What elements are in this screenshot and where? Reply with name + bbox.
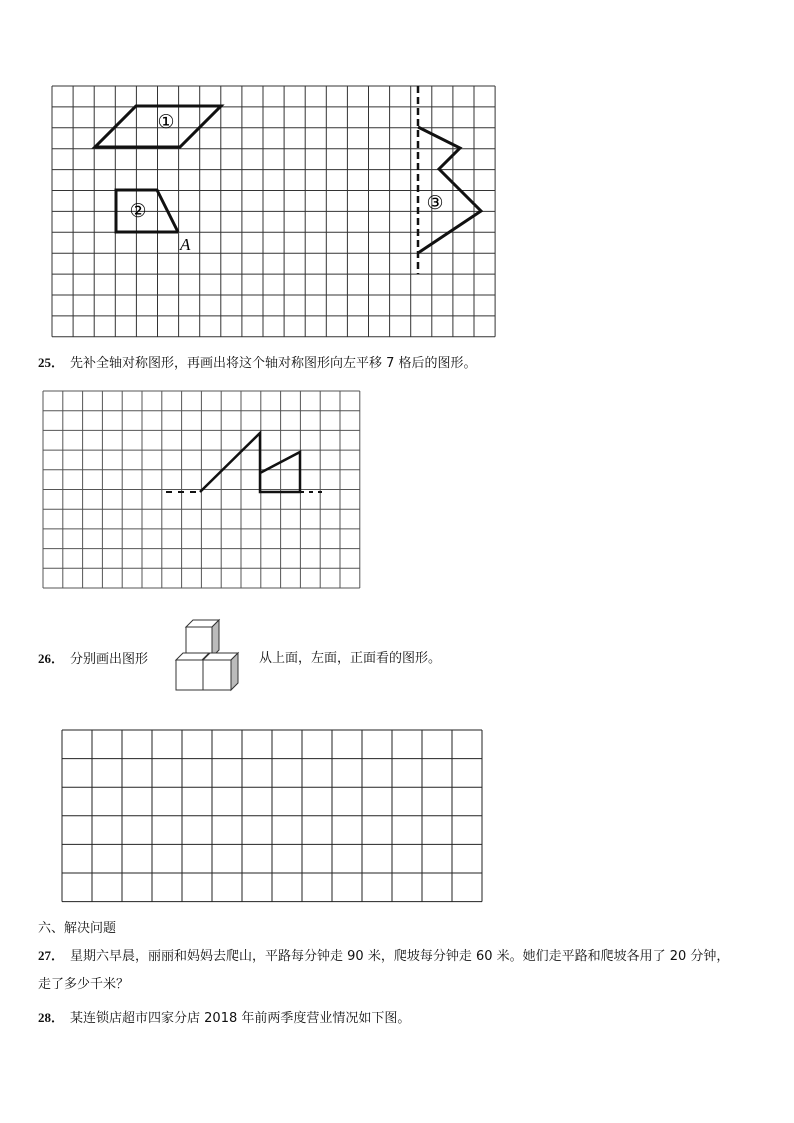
question-27-number: 27． bbox=[38, 948, 65, 963]
question-28-text: 某连锁店超市四家分店 2018 年前两季度营业情况如下图。 bbox=[70, 1011, 411, 1026]
question-25-text: 先补全轴对称图形，再画出将这个轴对称图形向左平移 7 格后的图形。 bbox=[70, 356, 477, 371]
figure3-grid-lines bbox=[62, 730, 482, 902]
question-28-number: 28． bbox=[38, 1010, 65, 1025]
question-27-line1: 星期六早晨，丽丽和妈妈去爬山，平路每分钟走 90 米，爬坡每分钟走 60 米。她们走平路和爬坡各用了 20 分钟， bbox=[70, 949, 730, 964]
point-a-label: A bbox=[180, 235, 191, 254]
question-25-number: 25． bbox=[38, 355, 65, 370]
section-6-title: 六、解决问题 bbox=[38, 921, 117, 936]
shape3-label: ③ bbox=[426, 192, 444, 214]
question-26-text-after: 从上面，左面，正面看的图形。 bbox=[259, 651, 442, 666]
question-27-line2: 走了多少千米？ bbox=[38, 977, 130, 992]
question-27 bbox=[38, 948, 729, 965]
question-26-text-before: 分别画出图形 bbox=[70, 652, 149, 667]
question-28 bbox=[38, 1010, 410, 1027]
shape1-label: ① bbox=[157, 111, 175, 133]
question-27-line2-wrapper bbox=[38, 977, 129, 993]
question-26-number: 26． bbox=[38, 651, 65, 666]
shape2-label: ② bbox=[129, 200, 147, 222]
